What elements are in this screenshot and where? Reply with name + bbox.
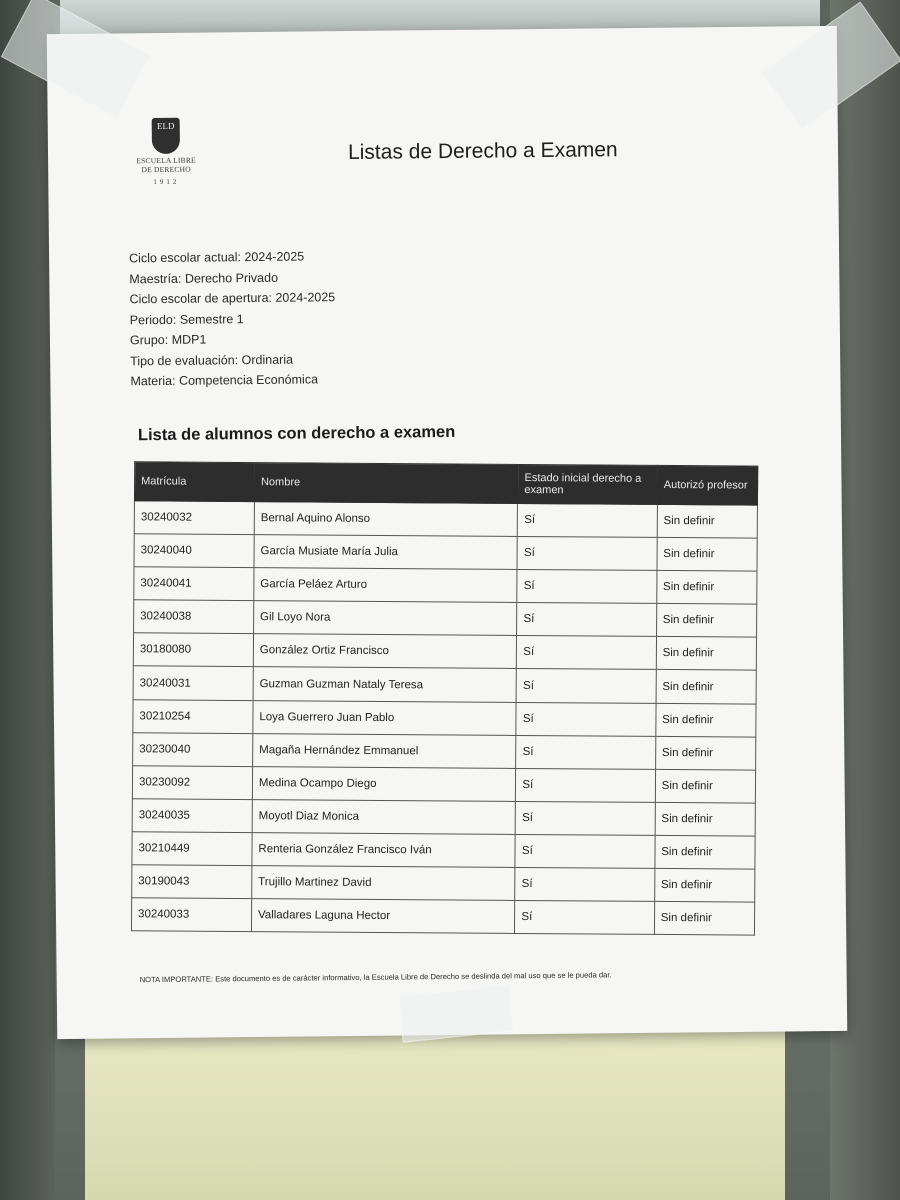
important-note: NOTA IMPORTANTE: Este documento es de carácter informativo, la Escuela Libre de Derecho se deslinda del mal uso que se le pueda dar.: [139, 970, 612, 985]
cell-nombre: Renteria González Francisco Iván: [252, 833, 516, 868]
cell-estado: Sí: [517, 537, 657, 571]
logo-year: 1912: [153, 177, 180, 187]
cell-estado: Sí: [515, 867, 655, 901]
cell-matricula: 30210254: [133, 699, 253, 733]
header-nombre: Nombre: [254, 463, 518, 504]
posted-paper: [47, 26, 847, 1039]
cell-nombre: Moyotl Diaz Monica: [252, 799, 516, 834]
logo-crest-icon: ELD: [152, 118, 180, 154]
cell-matricula: 30210449: [132, 832, 252, 866]
cell-estado: Sí: [516, 768, 656, 802]
cell-estado: Sí: [515, 834, 655, 868]
table-row: [133, 699, 756, 736]
cell-estado: Sí: [516, 669, 656, 703]
info-period: Periodo: Semestre 1: [129, 311, 244, 327]
cell-nombre: Loya Guerrero Juan Pablo: [253, 700, 517, 735]
cell-matricula: 30240032: [134, 501, 254, 535]
table-row: [134, 567, 757, 604]
info-group: Grupo: MDP1: [129, 332, 207, 348]
cell-matricula: 30240040: [134, 534, 254, 568]
cell-nombre: Trujillo Martinez David: [252, 866, 516, 901]
cell-matricula: 30230092: [132, 766, 252, 800]
cell-nombre: Medina Ocampo Diego: [252, 766, 516, 801]
cell-matricula: 30240033: [131, 898, 251, 932]
table-row: [134, 534, 757, 571]
cell-matricula: 30240038: [134, 600, 254, 634]
cell-autorizo: Sin definir: [657, 504, 758, 538]
cell-estado: Sí: [517, 636, 657, 670]
cell-nombre: Gil Loyo Nora: [253, 601, 517, 636]
cell-autorizo: Sin definir: [657, 538, 758, 572]
cell-autorizo: Sin definir: [655, 802, 756, 836]
table-row: [132, 766, 755, 803]
logo-text-line2: DE DERECHO: [141, 164, 191, 174]
table-row: [134, 501, 757, 538]
background-yellow-sheet: [85, 1030, 785, 1200]
cell-matricula: 30190043: [132, 865, 252, 899]
cell-autorizo: Sin definir: [656, 703, 757, 737]
cell-nombre: Guzman Guzman Nataly Teresa: [253, 667, 517, 702]
cell-estado: Sí: [517, 570, 657, 604]
table-row: [133, 666, 756, 703]
background-door-frame-left: [0, 0, 55, 1200]
info-subject: Materia: Competencia Económica: [130, 372, 319, 389]
cell-matricula: 30240031: [133, 666, 253, 700]
cell-autorizo: Sin definir: [654, 902, 755, 936]
cell-matricula: 30240041: [134, 567, 254, 601]
cell-nombre: García Peláez Arturo: [254, 568, 518, 603]
cell-estado: Sí: [516, 801, 656, 835]
table-row: [133, 732, 756, 769]
cell-autorizo: Sin definir: [656, 670, 757, 704]
table-header-row: [134, 462, 757, 505]
table-row: [132, 799, 755, 836]
cell-autorizo: Sin definir: [655, 835, 756, 869]
info-current-cycle: Ciclo escolar actual: 2024-2025: [129, 249, 305, 266]
course-info: [129, 246, 336, 392]
cell-nombre: Bernal Aquino Alonso: [254, 502, 518, 537]
cell-estado: Sí: [517, 603, 657, 637]
logo-text-line1: ESCUELA LIBRE: [136, 155, 196, 166]
document-title: Listas de Derecho a Examen: [347, 138, 618, 165]
cell-autorizo: Sin definir: [656, 604, 757, 638]
table-row: [131, 898, 754, 935]
table-row: [133, 633, 756, 670]
cell-autorizo: Sin definir: [654, 868, 755, 902]
info-opening-cycle: Ciclo escolar de apertura: 2024-2025: [129, 290, 336, 307]
header-matricula: Matrícula: [134, 462, 254, 502]
students-table: [131, 461, 758, 936]
info-evaluation-type: Tipo de evaluación: Ordinaria: [130, 352, 294, 368]
header-estado: Estado inicial derecho a examen: [518, 464, 658, 504]
cell-autorizo: Sin definir: [656, 637, 757, 671]
table-row: [132, 832, 755, 869]
table-row: [134, 600, 757, 637]
info-program: Maestría: Derecho Privado: [129, 270, 279, 286]
cell-matricula: 30240035: [132, 799, 252, 833]
cell-nombre: García Musiate María Julia: [254, 535, 518, 570]
header-autorizo: Autorizó profesor: [657, 465, 758, 505]
section-title: Lista de alumnos con derecho a examen: [137, 422, 456, 445]
table-row: [132, 865, 755, 902]
cell-nombre: González Ortiz Francisco: [253, 634, 517, 669]
cell-nombre: Magaña Hernández Emmanuel: [253, 733, 517, 768]
school-logo: [136, 118, 197, 187]
cell-estado: Sí: [516, 735, 656, 769]
cell-autorizo: Sin definir: [655, 736, 756, 770]
cell-autorizo: Sin definir: [655, 769, 756, 803]
cell-matricula: 30230040: [133, 732, 253, 766]
cell-estado: Sí: [516, 702, 656, 736]
cell-nombre: Valladares Laguna Hector: [251, 899, 515, 934]
cell-estado: Sí: [515, 901, 655, 935]
cell-estado: Sí: [518, 503, 658, 537]
cell-autorizo: Sin definir: [656, 571, 757, 605]
cell-matricula: 30180080: [133, 633, 253, 667]
